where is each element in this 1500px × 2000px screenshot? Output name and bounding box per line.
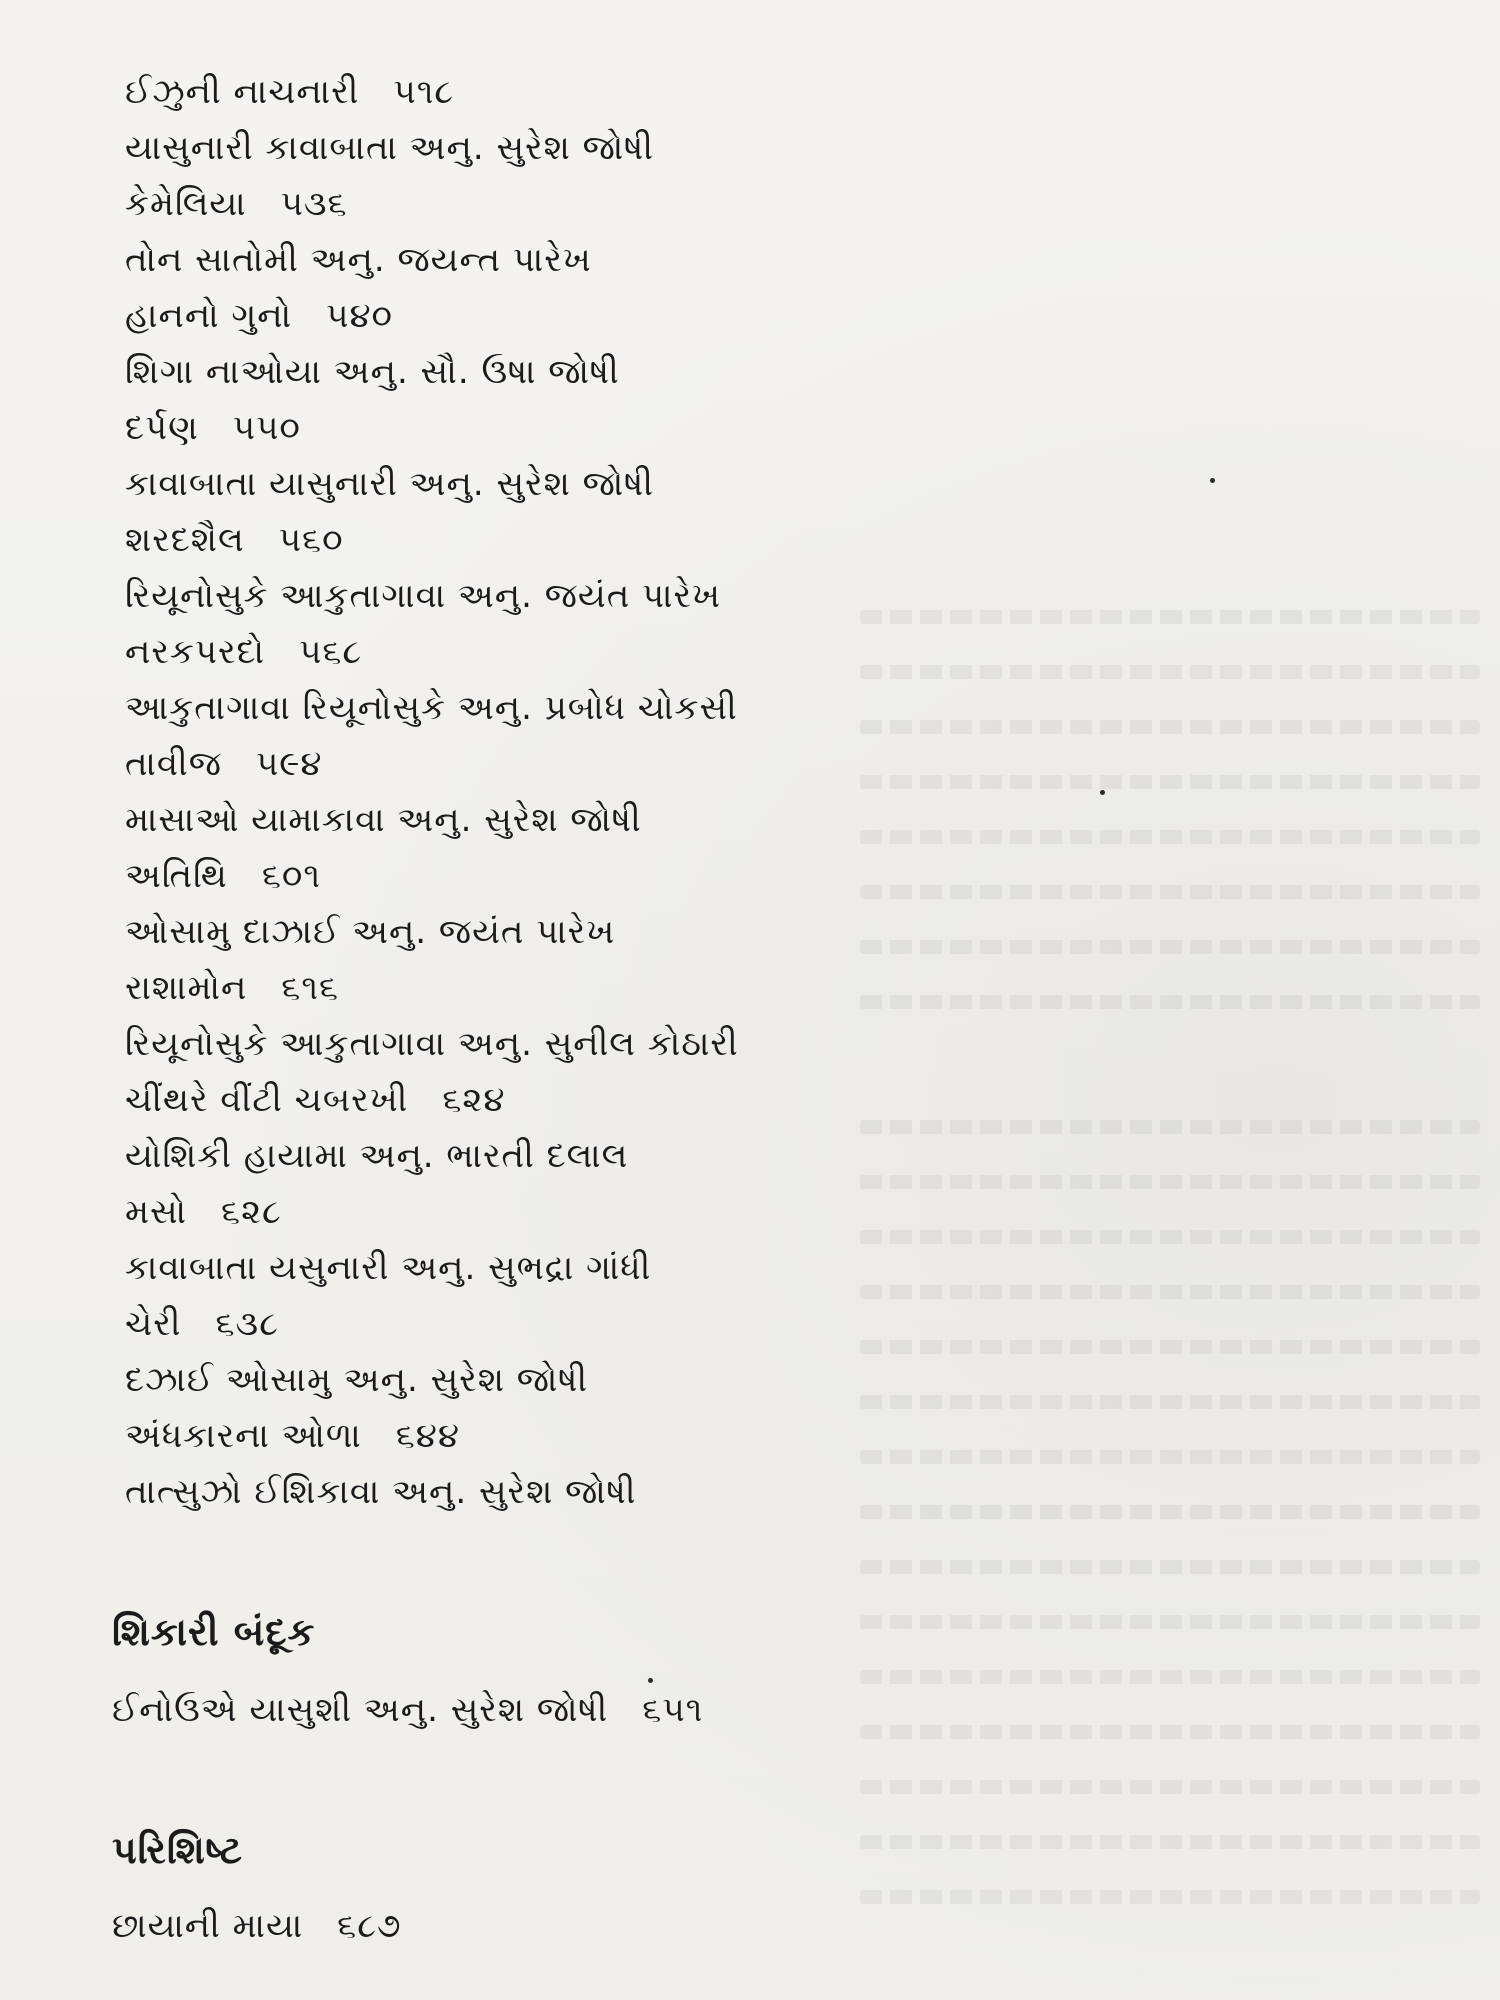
toc-entry: [125, 464, 688, 504]
entry-title: ચેરી: [125, 1304, 182, 1344]
toc-entry: [125, 296, 393, 336]
toc-entry: [125, 856, 321, 896]
entry-page-number: ૫૫૦: [232, 408, 301, 448]
toc-entry: [125, 968, 339, 1008]
entry-page-number: ૬૧૬: [281, 968, 340, 1008]
toc-entry: [125, 576, 755, 616]
toc-entry: [125, 1416, 460, 1456]
bleed-through-text: [860, 720, 1480, 734]
entry-title: તાવીજ: [125, 744, 222, 784]
entry-page-number: ૬૩૮: [215, 1304, 279, 1344]
toc-entry: [125, 1248, 685, 1288]
entry-title: માસાઓ યામાકાવા અનુ. સુરેશ જોષી: [125, 800, 642, 840]
entry-title: નરકપરદો: [125, 632, 266, 672]
toc-entry: [125, 184, 348, 224]
bleed-through-text: [860, 1230, 1480, 1244]
bleed-through-text: [860, 885, 1480, 899]
toc-entry: [125, 72, 454, 112]
section-heading: પરિશિષ્ટ: [112, 1828, 243, 1872]
entry-page-number: ૬૦૧: [261, 856, 322, 896]
bleed-through-text: [860, 1725, 1480, 1739]
toc-entry: [125, 1192, 282, 1232]
toc-entry: [125, 1360, 622, 1400]
toc-entry: [125, 408, 301, 448]
entry-page-number: ૬૨૮: [221, 1192, 282, 1232]
entry-title: રાશામોન: [125, 968, 248, 1008]
bleed-through-text: [860, 775, 1480, 789]
entry-page-number: ૬૪૪: [395, 1416, 460, 1456]
toc-entry: [125, 1472, 671, 1512]
entry-title: દર્પણ: [125, 408, 199, 448]
toc-entry: [112, 1690, 703, 1730]
toc-entry: [125, 688, 772, 728]
toc-entry: [125, 240, 626, 280]
entry-title: આકુતાગાવા રિયૂનોસુકે અનુ. પ્રબોધ ચોકસી: [125, 688, 738, 728]
toc-entry: [125, 1024, 773, 1064]
bleed-through-text: [860, 1560, 1480, 1574]
bleed-through-text: [860, 1285, 1480, 1299]
entry-title: રિયૂનોસુકે આકુતાગાવા અનુ. જયંત પારેખ: [125, 576, 721, 616]
bleed-through-text: [860, 1670, 1480, 1684]
bleed-through-text: [860, 610, 1480, 624]
entry-page-number: ૫૩૬: [280, 184, 348, 224]
entry-page-number: ૫૬૮: [299, 632, 363, 672]
toc-entry: [125, 352, 654, 392]
entry-page-number: ૫૬૦: [278, 520, 344, 560]
bleed-through-text: [860, 830, 1480, 844]
print-speck: [648, 1678, 653, 1683]
entry-title: ઈનોઉએ યાસુશી અનુ. સુરેશ જોષી: [112, 1690, 609, 1730]
entry-page-number: ૬૮૭: [337, 1906, 402, 1946]
bleed-through-text: [860, 1615, 1480, 1629]
bleed-through-text: [860, 1120, 1480, 1134]
bleed-through-text: [860, 1505, 1480, 1519]
print-speck: [1100, 790, 1105, 795]
entry-title: કાવાબાતા યાસુનારી અનુ. સુરેશ જોષી: [125, 464, 654, 504]
toc-entry: [125, 744, 323, 784]
entry-page-number: ૬૨૪: [442, 1080, 506, 1120]
bleed-through-text: [860, 1780, 1480, 1794]
entry-title: યાસુનારી કાવાબાતા અનુ. સુરેશ જોષી: [125, 128, 654, 168]
entry-page-number: ૫૯૪: [255, 744, 323, 784]
toc-entry: [125, 128, 688, 168]
entry-title: ચીંથરે વીંટી ચબરખી: [125, 1080, 409, 1120]
toc-entry: [125, 520, 344, 560]
entry-title: ઓસામુ દાઝાઈ અનુ. જયંત પારેખ: [125, 912, 616, 952]
bleed-through-text: [860, 1835, 1480, 1849]
toc-entry: [125, 800, 676, 840]
bleed-through-text: [860, 995, 1480, 1009]
entry-title: હાનનો ગુનો: [125, 296, 293, 336]
entry-title: છાયાની માયા: [112, 1906, 304, 1946]
entry-title: શરદશૈલ: [125, 520, 245, 560]
entry-title: અતિથિ: [125, 856, 228, 896]
entry-page-number: ૫૪૦: [326, 296, 394, 336]
toc-entry: [125, 632, 362, 672]
entry-title: યોશિકી હાયામા અનુ. ભારતી દલાલ: [125, 1136, 629, 1176]
bleed-through-text: [860, 1890, 1480, 1904]
entry-title: કેમેલિયા: [125, 184, 247, 224]
entry-title: રિયૂનોસુકે આકુતાગાવા અનુ. સુનીલ કોઠારી: [125, 1024, 739, 1064]
toc-entry: [112, 1906, 402, 1946]
bleed-through-text: [860, 1340, 1480, 1354]
entry-page-number: ૫૧૮: [393, 72, 455, 112]
entry-title: અંધકારના ઓળા: [125, 1416, 362, 1456]
entry-title: તોન સાતોમી અનુ. જયન્ત પારેખ: [125, 240, 592, 280]
print-speck: [1210, 478, 1215, 483]
entry-title: ઈઝુની નાચનારી: [125, 72, 360, 112]
bleed-through-text: [860, 1395, 1480, 1409]
entry-title: મસો: [125, 1192, 188, 1232]
entry-title: કાવાબાતા યસુનારી અનુ. સુભદ્રા ગાંધી: [125, 1248, 652, 1288]
bleed-through-text: [860, 1450, 1480, 1464]
toc-entry: [125, 1304, 279, 1344]
entry-title: શિગા નાઓયા અનુ. સૌ. ઉષા જોષી: [125, 352, 620, 392]
bleed-through-text: [860, 940, 1480, 954]
toc-entry: [125, 1080, 505, 1120]
toc-entry: [125, 1136, 662, 1176]
entry-title: તાત્સુઝો ઈશિકાવા અનુ. સુરેશ જોષી: [125, 1472, 637, 1512]
toc-entry: [125, 912, 649, 952]
entry-title: દઝાઈ ઓસામુ અનુ. સુરેશ જોષી: [125, 1360, 589, 1400]
entry-page-number: ૬૫૧: [642, 1690, 704, 1730]
section-heading: શિકારી બંદૂક: [112, 1610, 316, 1654]
bleed-through-text: [860, 1175, 1480, 1189]
bleed-through-text: [860, 665, 1480, 679]
